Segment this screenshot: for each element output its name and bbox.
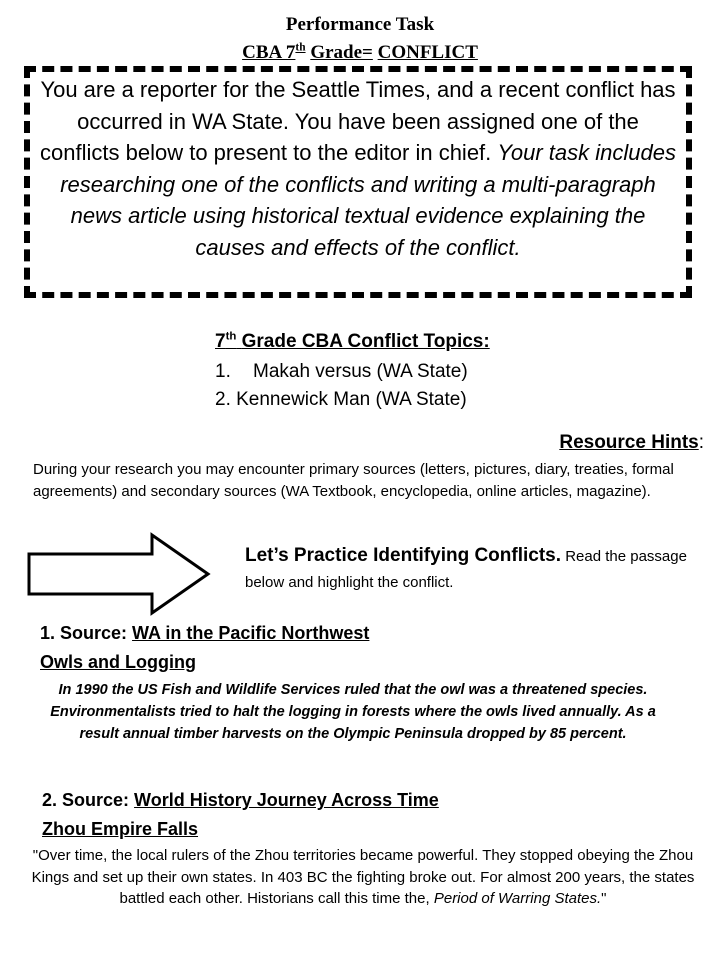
source-2-passage-text: "Over time, the local rulers of the Zhou territories became powerful. They stopped obeying the Zhou Kings and set up their own states. In 403 BC the fighting broke out. For almost 200 years, the states battled each other. Historians call this time the, (31, 847, 695, 907)
task-text (36, 74, 680, 263)
page-subtitle (0, 42, 720, 64)
resource-hints-body: During your research you may encounter primary sources (letters, pictures, diary, treaties, formal agreements) and secondary sources (WA Textbook, encyclopedia, online articles, magazine). (33, 461, 674, 500)
task-intro: You are a reporter for the Seattle Times, and a recent conflict has occurred in WA State. You have been assigned one of the conflicts below to present to the editor in chief. (40, 77, 676, 165)
subtitle-prefix: CBA 7 (242, 42, 296, 63)
subtitle-grade: Grade= (310, 42, 373, 63)
topics-heading-text: Grade CBA Conflict Topics: (241, 331, 490, 352)
resource-hints-label: Resource Hints (559, 432, 699, 453)
source-1-passage: In 1990 the US Fish and Wildlife Services ruled that the owl was a threatened species. Environmentalists tried to halt the logging in forests where the owls lived annually. As a result annual timber harvests on the Olympic Peninsula dropped by 85 percent. (50, 682, 656, 742)
practice-heading: Let’s Practice Identifying Conflicts. (245, 545, 562, 566)
source-1-subtitle: Owls and Logging (40, 652, 196, 672)
topics-heading-prefix: 7 (215, 331, 226, 352)
topics-heading-sup: th (225, 330, 237, 343)
task-instructions: Your task includes researching one of the conflicts and writing a multi-paragraph news article using historical textual evidence explaining the causes and effects of the conflict. (60, 140, 676, 260)
practice-instruction: Read the passage below and highlight the conflict. (245, 548, 687, 591)
source-2-subtitle: Zhou Empire Falls (42, 819, 199, 839)
topics-heading (215, 331, 490, 353)
source-2-passage-end: " (601, 890, 607, 907)
page-title: Performance Task (285, 14, 435, 35)
source-2-passage (28, 845, 698, 910)
source-2-passage-italic: Period of Warring States. (433, 890, 602, 907)
source-2-label: 2. Source: (42, 790, 130, 810)
subtitle-topic: CONFLICT (377, 42, 478, 63)
topic-item-1-number: 1. (215, 361, 231, 382)
source-1-label: 1. Source: (40, 623, 128, 643)
subtitle-sup: th (295, 41, 306, 54)
topic-item-1 (215, 361, 468, 383)
topic-item-1-text: Makah versus (WA State) (253, 361, 468, 382)
right-arrow-icon (26, 532, 212, 616)
resource-hints-heading (559, 432, 704, 454)
practice-instructions (245, 543, 705, 596)
source-2-heading (42, 790, 439, 811)
topic-item-2: 2. Kennewick Man (WA State) (215, 389, 467, 410)
source-1-title: WA in the Pacific Northwest (132, 623, 370, 643)
source-1-heading (40, 623, 369, 644)
source-2-title: World History Journey Across Time (134, 790, 439, 810)
resource-hints-colon: : (698, 432, 704, 453)
